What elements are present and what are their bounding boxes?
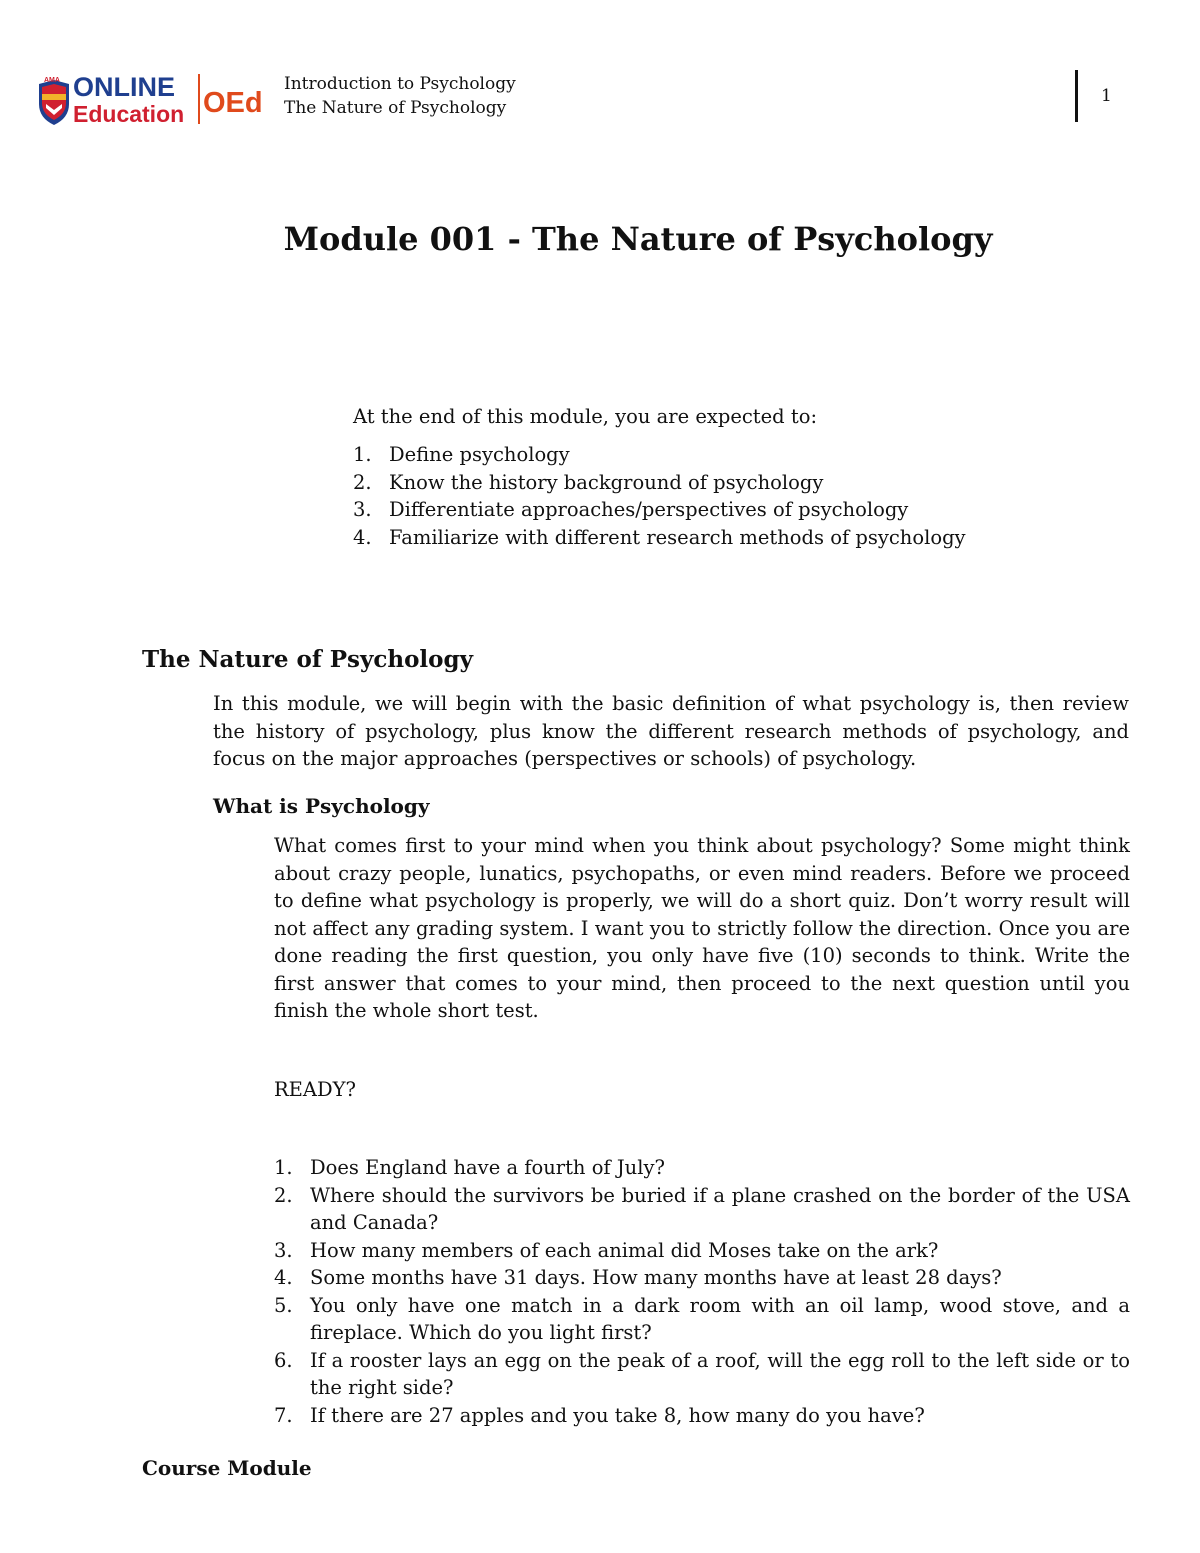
section-heading: The Nature of Psychology: [142, 646, 473, 673]
objective-item: 3. Differentiate approaches/perspectives of psychology: [353, 498, 909, 521]
module-title: Module 001 - The Nature of Psychology: [283, 220, 993, 258]
quiz-instructions-paragraph: What comes first to your mind when you think about psychology? Some might think about crazy people, lunatics, psychopaths, or even mind readers. Before we proceed to define what psychology is properly, we will do a short quiz. Don’t worry result will not affect any grading system. I want you to strictly follow the direction. Once you are done reading the first question, you only have five (10) seconds to think. Write the first answer that comes to your mind, then proceed to the next question until you finish the whole short test.: [274, 834, 1130, 1022]
quiz-question: 4. Some months have 31 days. How many months have at least 28 days?: [274, 1266, 1002, 1289]
header-topic-title: The Nature of Psychology: [284, 98, 507, 118]
quiz-question: 2. Where should the survivors be buried if a plane crashed on the border of the USA and Canada?: [274, 1183, 1130, 1234]
crest-icon: [39, 77, 69, 125]
online-education-logo: [36, 70, 272, 128]
header-divider: [1075, 70, 1078, 122]
objectives-intro: At the end of this module, you are expected to:: [353, 405, 818, 428]
quiz-question: 6. If a rooster lays an egg on the peak of a roof, will the egg roll to the left side or to the right side?: [274, 1348, 1130, 1399]
objective-item: 2. Know the history background of psychology: [353, 470, 824, 494]
svg-text:AMA: AMA: [44, 77, 60, 84]
page-number: 1: [1101, 86, 1112, 106]
quiz-question: 3. How many members of each animal did Moses take on the ark?: [274, 1238, 939, 1262]
header-course-title: Introduction to Psychology: [284, 74, 516, 94]
quiz-question: 1. Does England have a fourth of July?: [274, 1156, 665, 1179]
footer-course-module-label: Course Module: [142, 1456, 312, 1480]
quiz-question: 5. You only have one match in a dark room with an oil lamp, wood stove, and a fireplace. Which do you light first?: [274, 1293, 1130, 1344]
section-intro-paragraph: In this module, we will begin with the basic definition of what psychology is, then review the history of psychology, plus know the different research methods of psychology, and focus on the major approaches (perspectives or schools) of psychology.: [213, 692, 1129, 770]
logo-text-oed: OEd: [203, 87, 263, 119]
quiz-question-list: [274, 1154, 1130, 1429]
quiz-question: 7. If there are 27 apples and you take 8, how many do you have?: [274, 1403, 925, 1427]
logo-text-education: Education: [73, 101, 185, 127]
objective-item: 4. Familiarize with different research methods of psychology: [353, 525, 966, 549]
objective-item: 1. Define psychology: [353, 443, 570, 466]
ready-prompt: READY?: [274, 1078, 356, 1101]
subsection-heading: What is Psychology: [213, 794, 430, 818]
objectives-list: [353, 441, 966, 551]
logo-text-online: ONLINE: [73, 72, 176, 102]
